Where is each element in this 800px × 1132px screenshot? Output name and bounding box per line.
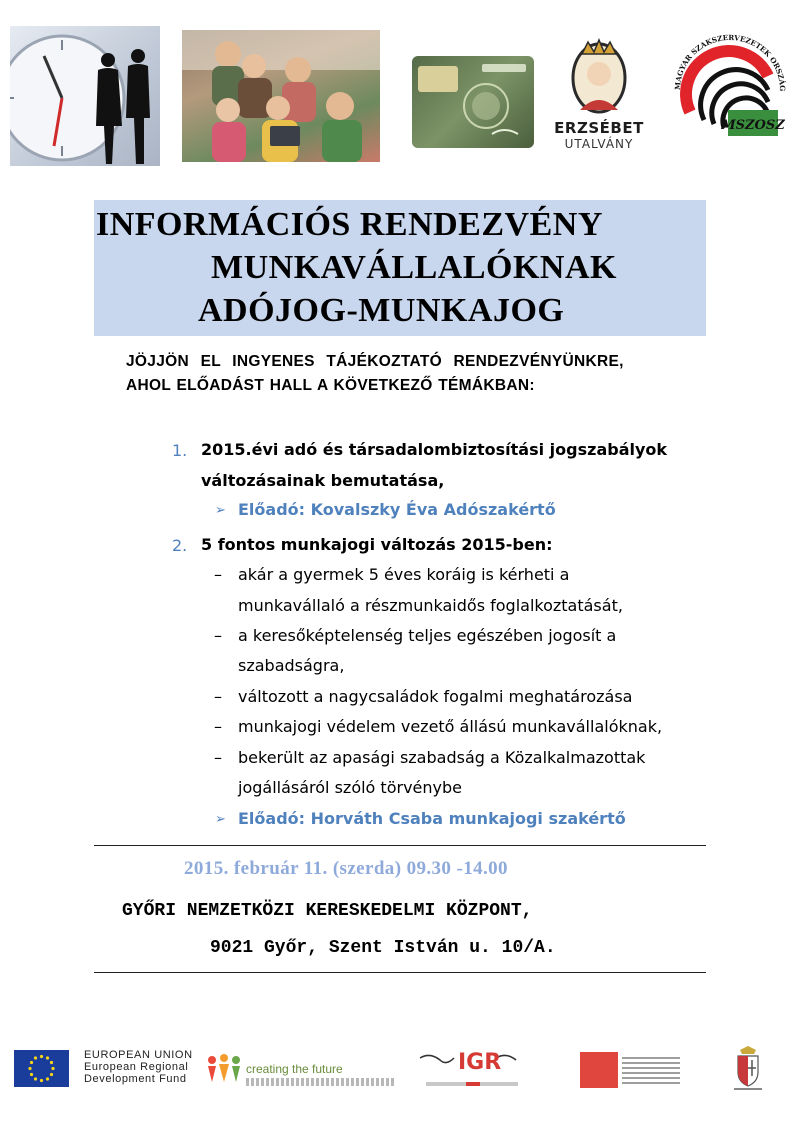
red-partner-logo	[580, 1052, 618, 1088]
event-address: 9021 Győr, Szent István u. 10/A.	[210, 938, 556, 958]
erzsebet-utalvany-logo	[552, 38, 646, 158]
creating-the-future-icon	[206, 1054, 242, 1084]
eu-line-1: EUROPEAN UNION	[84, 1049, 193, 1061]
voucher-card-image	[412, 56, 534, 148]
topic-1-speaker: Előadó: Kovalszky Éva Adószakértő	[238, 500, 556, 519]
mszosz-ring-text: MAGYAR SZAKSZERVEZETEK ORSZÁG	[672, 32, 788, 92]
title-line-1: INFORMÁCIÓS RENDEZVÉNY	[96, 206, 603, 243]
igr-label: IGR	[458, 1050, 502, 1075]
speaker-1-arrow-icon: ➢	[215, 502, 226, 517]
bullet-5-line-1: bekerült az apasági szabadság a Közalkalmazottak	[238, 748, 646, 767]
topic-2-number: 2.	[172, 536, 188, 555]
dash-icon: –	[214, 748, 222, 767]
bullet-4: munkajogi védelem vezető állású munkavállalóknak,	[238, 717, 663, 736]
dash-icon: –	[214, 626, 222, 645]
creating-the-future-label: creating the future	[246, 1062, 343, 1076]
eu-flag-icon	[14, 1050, 69, 1087]
intro-line-2: AHOL ELŐADÁST HALL A KÖVETKEZŐ TÉMÁKBAN:	[126, 377, 535, 394]
bullet-1-line-2: munkavállaló a részmunkaidős foglalkoztatását,	[238, 596, 623, 615]
dash-icon: –	[214, 565, 222, 584]
topic-1-line-2: változásainak bemutatása,	[201, 471, 445, 490]
topic-1-number: 1.	[172, 441, 188, 460]
mszosz-logo	[668, 16, 792, 156]
topic-2-line-1: 5 fontos munkajogi változás 2015-ben:	[201, 535, 553, 554]
mszosz-abbr: MSZOSZ	[721, 118, 785, 133]
divider-top	[94, 845, 706, 846]
intro-line-1: JÖJJÖN EL INGYENES TÁJÉKOZTATÓ RENDEZVÉNYÜNKRE,	[126, 353, 624, 370]
bullet-1-line-1: akár a gyermek 5 éves koráig is kérheti a	[238, 565, 570, 584]
red-partner-fine-print	[622, 1054, 680, 1084]
dash-icon: –	[214, 717, 222, 736]
topic-1-line-1: 2015.évi adó és társadalombiztosítási jogszabályok	[201, 440, 668, 459]
clock-silhouettes-photo	[10, 26, 160, 166]
bullet-3: változott a nagycsaládok fogalmi meghatározása	[238, 687, 633, 706]
family-photo	[182, 30, 380, 162]
bullet-2-line-1: a keresőképtelenség teljes egészében jogosít a	[238, 626, 617, 645]
eu-line-3: Development Fund	[84, 1073, 187, 1085]
title-line-2: MUNKAVÁLLALÓKNAK	[211, 249, 617, 286]
event-venue: GYŐRI NEMZETKÖZI KERESKEDELMI KÖZPONT,	[122, 901, 533, 921]
eu-line-2: European Regional	[84, 1061, 189, 1073]
eu-fund-label	[84, 1049, 193, 1085]
erzsebet-name: ERZSÉBET	[554, 119, 644, 137]
event-date: 2015. február 11. (szerda) 09.30 -14.00	[184, 858, 508, 879]
creating-the-future-fine-print	[246, 1078, 396, 1086]
dash-icon: –	[214, 687, 222, 706]
divider-bottom	[94, 972, 706, 973]
bullet-2-line-2: szabadságra,	[238, 656, 345, 675]
title-line-3: ADÓJOG-MUNKAJOG	[198, 292, 565, 329]
bullet-5-line-2: jogállásáról szóló törvénybe	[238, 778, 462, 797]
topic-2-speaker: Előadó: Horváth Csaba munkajogi szakértő	[238, 809, 626, 828]
hungarian-coat-of-arms-icon	[728, 1046, 768, 1092]
speaker-2-arrow-icon: ➢	[215, 811, 226, 826]
erzsebet-sub: UTALVÁNY	[564, 137, 634, 151]
